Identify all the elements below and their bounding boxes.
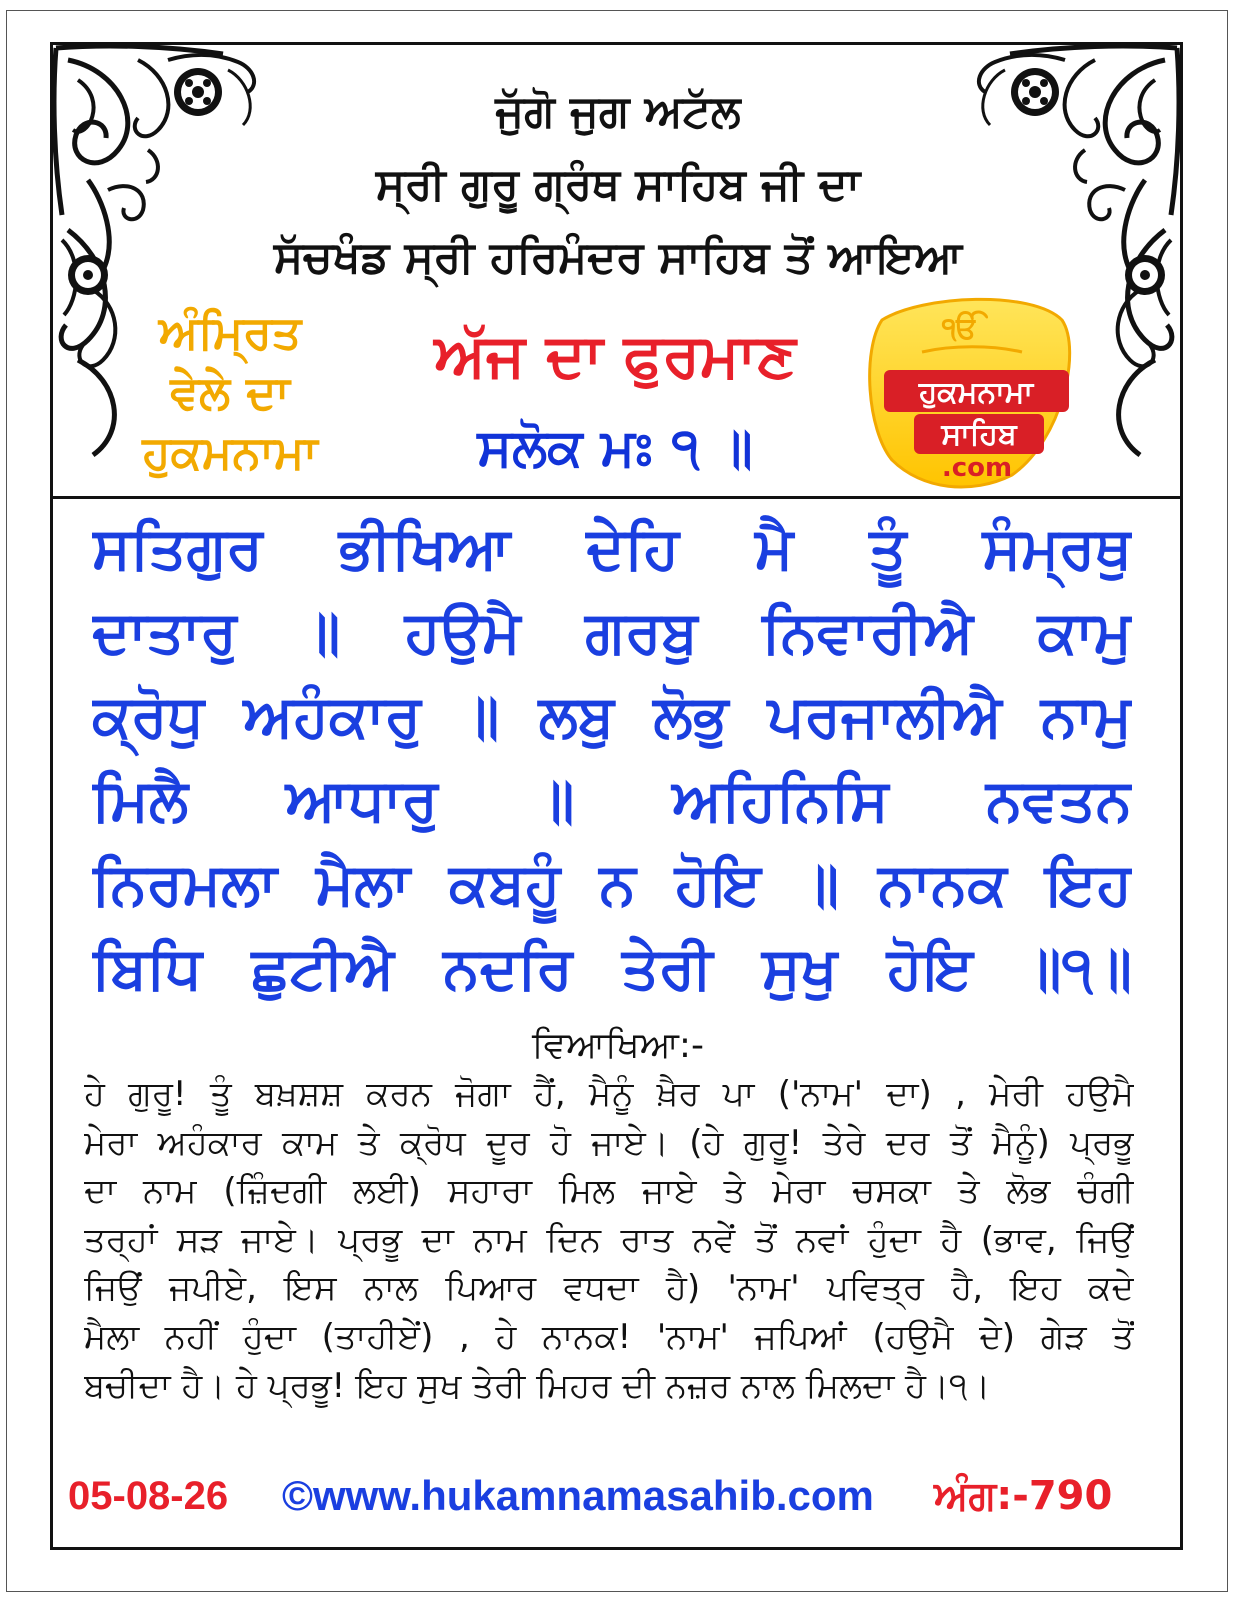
header-line-2: ਸ੍ਰੀ ਗੁਰੂ ਗ੍ਰੰਥ ਸਾਹਿਬ ਜੀ ਦਾ <box>375 159 861 210</box>
hukamnama-sahib-logo <box>862 290 1077 490</box>
shabad-heading: ਸਲੋਕ ਮਃ ੧ ॥ <box>477 418 753 478</box>
gurbani-line: ਕ੍ਰੋਧੁ ਅਹੰਕਾਰੁ ॥ ਲਬੁ ਲੋਭੁ ਪਰਜਾਲੀਐ ਨਾਮੁ <box>92 682 1132 750</box>
ik-onkar-icon: ੴ <box>942 311 979 346</box>
gurbani-line: ਨਿਰਮਲਾ ਮੈਲਾ ਕਬਹੂੰ ਨ ਹੋਇ ॥ ਨਾਨਕ ਇਹ <box>92 850 1132 918</box>
meaning-line: ਬਚੀਦਾ ਹੈ। ਹੇ ਪ੍ਰਭੂ! ਇਹ ਸੁਖ ਤੇਰੀ ਮਿਹਰ ਦੀ ਨਜ਼ਰ ਨਾਲ ਮਿਲਦਾ ਹੈ।੧। <box>84 1365 991 1406</box>
section-divider <box>50 496 1183 499</box>
gurbani-line: ਦਾਤਾਰੁ ॥ ਹਉਮੈ ਗਰਬੁ ਨਿਵਾਰੀਐ ਕਾਮੁ <box>92 598 1132 666</box>
header-line-3: ਸੱਚਖੰਡ ਸ੍ਰੀ ਹਰਿਮੰਦਰ ਸਾਹਿਬ ਤੋਂ ਆਇਆ <box>273 232 963 283</box>
vyakhya-label: ਵਿਆਖਿਆ:- <box>532 1025 704 1066</box>
meaning-line: ਤਰ੍ਹਾਂ ਸੜ ਜਾਏ। ਪ੍ਰਭੂ ਦਾ ਨਾਮ ਦਿਨ ਰਾਤ ਨਵੇਂ ਤੋਂ ਨਵਾਂ ਹੁੰਦਾ ਹੈ (ਭਾਵ, ਜਿਉਂ <box>84 1219 1134 1260</box>
meaning-line: ਹੇ ਗੁਰੂ! ਤੂੰ ਬਖ਼ਸ਼ਸ਼ ਕਰਨ ਜੋਗਾ ਹੈਂ, ਮੈਨੂੰ ਖ਼ੈਰ ਪਾ ('ਨਾਮ' ਦਾ) , ਮੇਰੀ ਹਉਮੈ <box>84 1074 1134 1114</box>
footer-website-link[interactable]: ©www.hukamnamasahib.com <box>282 1472 874 1519</box>
meaning-line: ਦਾ ਨਾਮ (ਜ਼ਿੰਦਗੀ ਲਈ) ਸਹਾਰਾ ਮਿਲ ਜਾਏ ਤੇ ਮੇਰਾ ਚਸਕਾ ਤੇ ਲੋਭ ਚੰਗੀ <box>84 1171 1134 1212</box>
footer-date: 05-08-26 <box>68 1474 229 1518</box>
logo-text-line-2: ਸਾਹਿਬ <box>941 417 1017 452</box>
meaning-line: ਜਿਉਂ ਜਪੀਏ, ਇਸ ਨਾਲ ਪਿਆਰ ਵਧਦਾ ਹੈ) 'ਨਾਮ' ਪਵਿਤ੍ਰ ਹੈ, ਇਹ ਕਦੇ <box>84 1268 1134 1309</box>
page-title: ਅੱਜ ਦਾ ਫੁਰਮਾਣ <box>434 321 796 391</box>
gurbani-line: ਮਿਲੈ ਆਧਾਰੁ ॥ ਅਹਿਨਿਸਿ ਨਵਤਨ <box>92 766 1132 834</box>
logo-text-line-3: .com <box>941 453 1013 483</box>
meaning-line: ਮੇਰਾ ਅਹੰਕਾਰ ਕਾਮ ਤੇ ਕ੍ਰੋਧ ਦੂਰ ਹੋ ਜਾਏ। (ਹੇ ਗੁਰੂ! ਤੇਰੇ ਦਰ ਤੋਂ ਮੈਨੂੰ) ਪ੍ਰਭੂ <box>84 1122 1134 1163</box>
meaning-line: ਮੈਲਾ ਨਹੀਂ ਹੁੰਦਾ (ਤਾਹੀਏਂ) , ਹੇ ਨਾਨਕ! 'ਨਾਮ' ਜਪਿਆਂ (ਹਉਮੈ ਦੇ) ਗੇੜ ਤੋਂ <box>84 1316 1134 1357</box>
meaning-text <box>84 1070 1134 1410</box>
badge-line-3: ਹੁਕਮਨਾਮਾ <box>142 425 318 479</box>
badge-line-2: ਵੇਲੇ ਦਾ <box>170 365 290 419</box>
badge-line-1: ਅੰਮ੍ਰਿਤ <box>158 305 302 359</box>
gurbani-line: ਬਿਧਿ ਛੁਟੀਐ ਨਦਰਿ ਤੇਰੀ ਸੁਖੁ ਹੋਇ ॥੧॥ <box>92 934 1132 1002</box>
logo-text-line-1: ਹੁਕਮਨਾਮਾ <box>918 375 1034 410</box>
footer-ang-number: ਅੰਗ:-790 <box>934 1473 1113 1519</box>
gurbani-line: ਸਤਿਗੁਰ ਭੀਖਿਆ ਦੇਹਿ ਮੈ ਤੂੰ ਸੰਮ੍ਰਥੁ <box>92 514 1132 582</box>
gurbani-text <box>92 506 1132 1010</box>
header-line-1: ਜੁੱਗੋ ਜੁਗ ਅਟੱਲ <box>495 86 741 137</box>
